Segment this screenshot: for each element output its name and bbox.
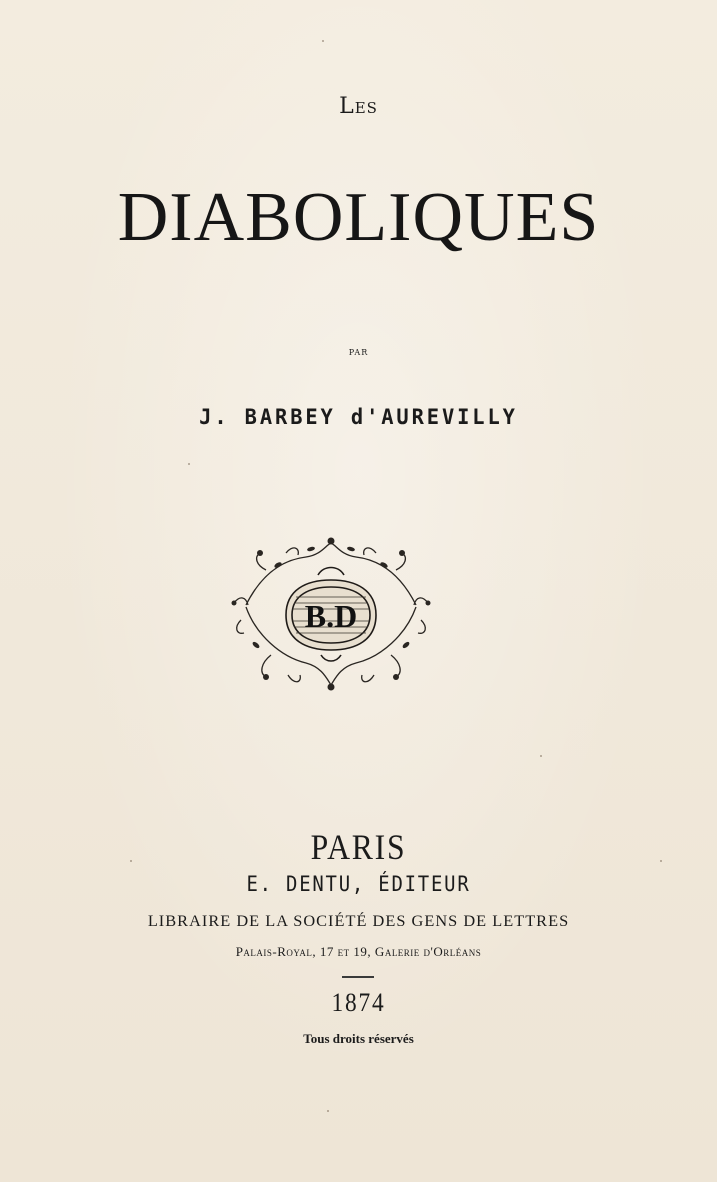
publication-year: 1874 xyxy=(331,988,386,1017)
paper-speck xyxy=(188,463,190,465)
monogram-text: B.D xyxy=(304,598,358,634)
byline-par: par xyxy=(348,344,369,358)
paper-speck xyxy=(327,1110,329,1112)
publication-city: PARIS xyxy=(310,827,407,867)
title-article: Les xyxy=(339,94,378,119)
bookseller-line: LIBRAIRE DE LA SOCIÉTÉ DES GENS DE LETTRES xyxy=(147,913,570,930)
paper-speck xyxy=(660,860,662,862)
rights-notice: Tous droits réservés xyxy=(303,1031,414,1046)
monogram-ornament xyxy=(226,535,436,695)
author-name: J. BARBEY d'AUREVILLY xyxy=(199,405,518,429)
publisher-name: E. DENTU, ÉDITEUR xyxy=(246,872,471,896)
publisher-address: Palais-Royal, 17 et 19, Galerie d'Orléans xyxy=(235,944,482,959)
book-title: DIABOLIQUES xyxy=(117,179,600,256)
paper-speck xyxy=(540,755,542,757)
paper-speck xyxy=(130,860,132,862)
paper-speck xyxy=(322,40,324,42)
divider-rule xyxy=(342,976,374,978)
